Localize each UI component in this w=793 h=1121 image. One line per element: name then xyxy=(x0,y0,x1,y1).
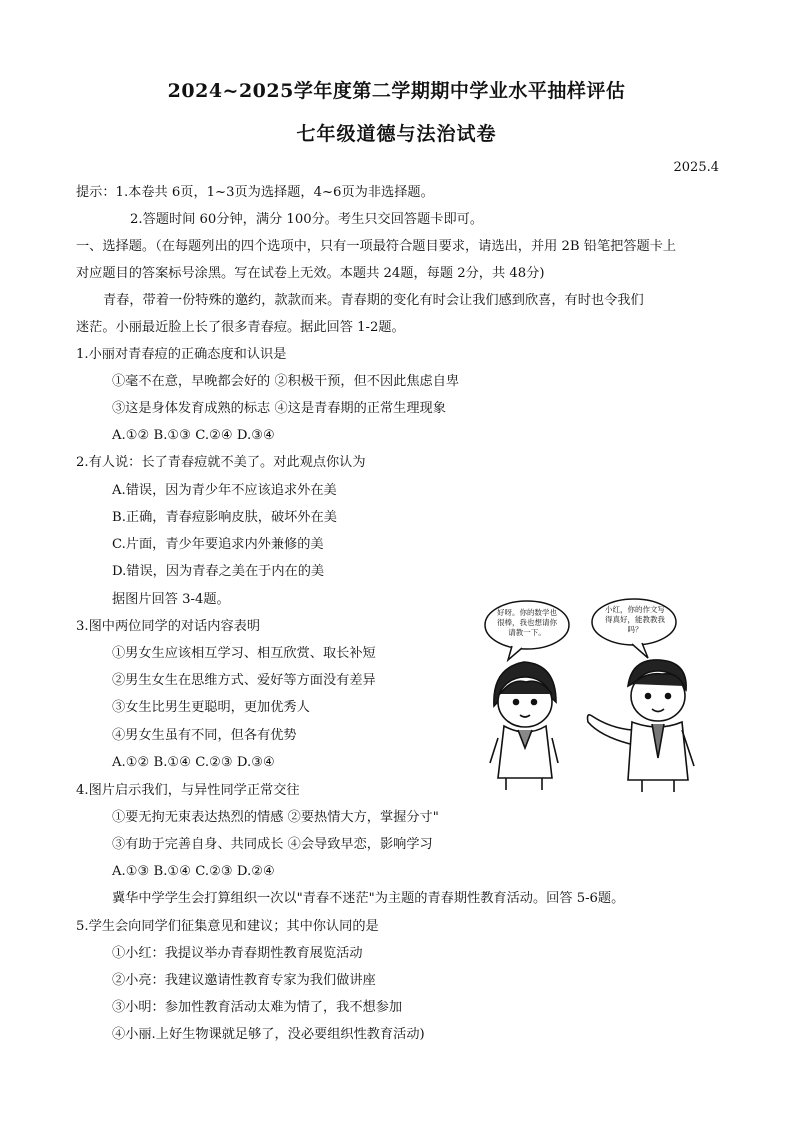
question-2-option-d: D.错误，因为青春之美在于内在的美 xyxy=(112,564,325,579)
question-3-option-3: ③女生比男生更聪明，更加优秀人 xyxy=(112,700,310,715)
speech-bubble-right xyxy=(592,599,676,658)
question-3-option-2: ②男生女生在思维方式、爱好等方面没有差异 xyxy=(112,673,376,688)
question-3-option-1: ①男女生应该相互学习、相互欣赏、取长补短 xyxy=(112,646,376,661)
section-instruction-1: 一、选择题。（在每题列出的四个选项中，只有一项最符合题目要求，请选出，并用 2B 铅笔把答题卡上 xyxy=(76,239,677,254)
question-1-answers: A.①② B.①③ C.②④ D.③④ xyxy=(112,428,275,443)
notice-line-1: 提示：1.本卷共 6页，1~3页为选择题，4~6页为非选择题。 xyxy=(76,185,434,200)
question-1-option-line-2: ③这是身体发育成熟的标志 ④这是青春期的正常生理现象 xyxy=(112,401,446,416)
exam-date: 2025.4 xyxy=(673,160,719,175)
exam-title: 2024~2025学年度第二学期期中学业水平抽样评估 xyxy=(167,80,626,102)
speech-bubble-right-text: 小红，你的作文写得真好，能教教我吗？ xyxy=(605,605,665,634)
question-2-option-b: B.正确，青春痘影响皮肤，破坏外在美 xyxy=(112,510,337,525)
question-2-stem: 2.有人说：长了青春痘就不美了。对此观点你认为 xyxy=(76,455,366,470)
question-2-option-c: C.片面，青少年要追求内外兼修的美 xyxy=(112,537,324,552)
speech-bubble-left-text: 好呀。你的数学也很棒，我也想请你请教一下。 xyxy=(497,608,557,637)
speech-bubble-left xyxy=(485,601,569,660)
section-instruction-2: 对应题目的答案标号涂黑。写在试卷上无效。本题共 24题，每题 2分，共 48分) xyxy=(76,266,545,281)
question-4-stem: 4.图片启示我们，与异性同学正常交往 xyxy=(76,783,300,798)
question-5-stem: 5.学生会向同学们征集意见和建议；其中你认同的是 xyxy=(76,919,379,934)
question-3-option-4: ④男女生虽有不同，但各有优势 xyxy=(112,728,297,743)
question-4-option-line-1: ①要无拘无束表达热烈的情感 ②要热情大方，掌握分寸" xyxy=(112,810,439,825)
passage-line-2: 迷茫。小丽最近脸上长了很多青春痘。据此回答 1-2题。 xyxy=(76,320,405,335)
intro-questions-3-4: 据图片回答 3-4题。 xyxy=(112,592,230,607)
exam-subtitle: 七年级道德与法治试卷 xyxy=(296,123,497,145)
passage-line-1: 青春，带着一份特殊的邀约，款款而来。青春期的变化有时会让我们感到欣喜，有时也令我们 xyxy=(103,293,644,308)
question-3-stem: 3.图中两位同学的对话内容表明 xyxy=(76,619,261,634)
question-1-stem: 1.小丽对青春痘的正确态度和认识是 xyxy=(76,347,287,362)
question-5-option-1: ①小红：我提议举办青春期性教育展览活动 xyxy=(112,946,363,961)
question-2-option-a: A.错误，因为青少年不应该追求外在美 xyxy=(112,483,337,498)
boy-figure xyxy=(588,660,695,792)
girl-figure xyxy=(490,662,558,790)
notice-line-2: 2.答题时间 60分钟，满分 100分。考生只交回答题卡即可。 xyxy=(130,212,484,227)
question-5-option-2: ②小亮：我建议邀请性教育专家为我们做讲座 xyxy=(112,973,376,988)
question-4-answers: A.①③ B.①④ C.②③ D.②④ xyxy=(112,864,275,879)
question-3-answers: A.①② B.①④ C.②③ D.③④ xyxy=(112,755,275,770)
cartoon-illustration xyxy=(482,598,722,793)
question-4-option-line-2: ③有助于完善自身、共同成长 ④会导致早恋，影响学习 xyxy=(112,837,433,852)
question-5-option-4: ④小丽.上好生物课就足够了，没必要组织性教育活动) xyxy=(112,1027,425,1042)
question-1-option-line-1: ①毫不在意，早晚都会好的 ②积极干预，但不因此焦虑自卑 xyxy=(112,374,460,389)
question-5-option-3: ③小明：参加性教育活动太难为情了，我不想参加 xyxy=(112,1000,403,1015)
intro-questions-5-6: 冀华中学学生会打算组织一次以"青春不迷茫"为主题的青春期性教育活动。回答 5-6题。 xyxy=(112,891,625,906)
